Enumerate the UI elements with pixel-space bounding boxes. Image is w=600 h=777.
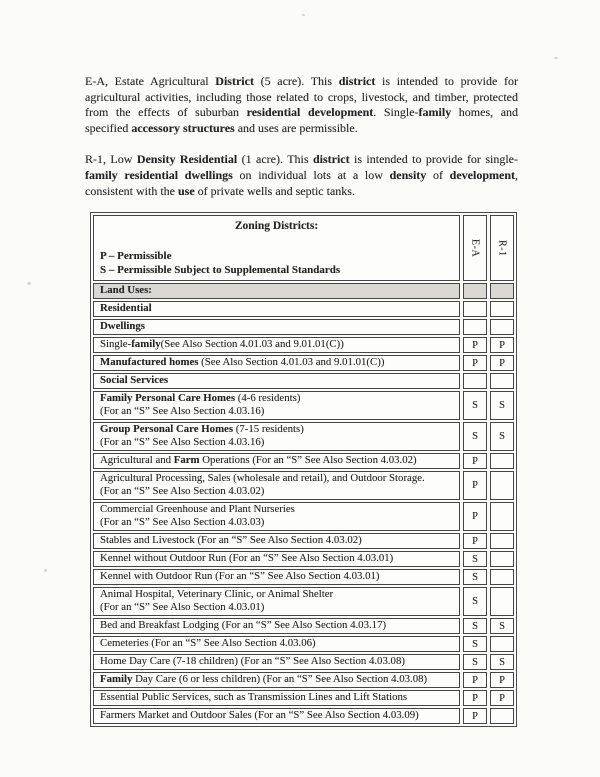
bold-text: Manufactured homes	[100, 356, 199, 368]
bold-text: Social Services	[100, 374, 169, 386]
bold-text: Farm	[173, 454, 200, 466]
table-row	[93, 654, 514, 670]
text: (4-6 residents)	[235, 392, 301, 404]
text: is intended to provide for agricultural activities, including those related to crops, livestock, and timber, protected from the effects of suburban	[85, 74, 518, 120]
text: (7-15 residents)	[233, 423, 304, 435]
bold-text: use	[178, 183, 195, 198]
r1-district-paragraph	[85, 152, 518, 199]
row-label-line	[100, 454, 453, 467]
text: (For an “S” See Also Section 4.03.02)	[100, 485, 265, 497]
text: Farmers Market and Outdoor Sales (For an “S” See Also Section 4.03.09)	[100, 709, 419, 721]
row-label-line	[100, 588, 453, 601]
row-label	[93, 422, 460, 451]
bold-text: District	[215, 74, 254, 88]
r1-value-cell	[490, 502, 514, 531]
text: Home Day Care (7-18 children) (For an “S” See Also Section 4.03.08)	[100, 655, 405, 667]
r1-value-cell: S	[490, 391, 514, 420]
text: (5 acre). This	[253, 74, 339, 88]
row-label	[93, 569, 460, 585]
scan-speck	[302, 14, 305, 16]
bold-text: family residential dwellings	[85, 167, 233, 182]
ea-value-cell: P	[463, 453, 487, 469]
row-label-line	[100, 338, 453, 351]
r1-value-cell	[490, 453, 514, 469]
text: Agricultural Processing, Sales (wholesale and retail), and Outdoor Storage.	[100, 472, 425, 484]
row-label-line	[100, 709, 453, 722]
ea-value-cell: S	[463, 587, 487, 616]
column-header-ea: E-A	[463, 215, 487, 281]
text: R-1, Low	[85, 152, 137, 167]
table-row	[93, 690, 514, 706]
text: Commercial Greenhouse and Plant Nurseries	[100, 503, 295, 515]
r1-value-cell	[490, 587, 514, 616]
text: on individual lots at a low	[232, 167, 390, 182]
table-row	[93, 502, 514, 531]
row-label-line	[100, 691, 453, 704]
table-legend	[100, 250, 453, 278]
table-row	[93, 708, 514, 724]
bold-text: density	[389, 167, 427, 182]
r1-value-cell	[490, 301, 514, 317]
ea-value-cell: P	[463, 355, 487, 371]
row-label-line	[100, 534, 453, 547]
text: Single-	[100, 338, 132, 350]
bold-text: Group Personal Care Homes	[100, 423, 234, 435]
ea-value-cell: S	[463, 391, 487, 420]
row-label	[93, 690, 460, 706]
row-label-line	[100, 516, 453, 529]
row-label-line	[100, 392, 453, 405]
text: Animal Hospital, Veterinary Clinic, or Animal Shelter	[100, 588, 334, 600]
text: Agricultural and	[100, 454, 174, 466]
text: (See Also Section 4.01.03 and 9.01.01(C))	[198, 356, 385, 368]
r1-value-cell	[490, 551, 514, 567]
table-row	[93, 587, 514, 616]
row-label	[93, 551, 460, 567]
ea-value-cell: S	[463, 569, 487, 585]
text: Kennel without Outdoor Run (For an “S” See Also Section 4.03.01)	[100, 552, 394, 564]
text: of private wells and septic tanks.	[194, 183, 355, 198]
r1-value-cell	[490, 569, 514, 585]
intro-paragraphs	[85, 74, 518, 215]
table-row	[93, 533, 514, 549]
r1-value-cell	[490, 708, 514, 724]
ea-value-cell	[463, 319, 487, 335]
table-row	[93, 301, 514, 317]
row-label-line	[100, 423, 453, 436]
text: , consistent with the	[85, 167, 518, 198]
text: (1 acre). This	[237, 152, 313, 167]
row-label	[93, 672, 460, 688]
row-label-line	[100, 472, 453, 485]
scan-speck	[27, 282, 31, 285]
bold-text: district	[312, 152, 350, 167]
zoning-districts-table	[90, 212, 517, 727]
bold-text: accessory structures	[131, 120, 235, 135]
r1-value-cell	[490, 319, 514, 335]
row-label-line	[100, 320, 453, 333]
table-row	[93, 319, 514, 335]
text: Essential Public Services, such as Transmission Lines and Lift Stations	[100, 691, 408, 703]
text: and uses are permissible.	[234, 120, 358, 135]
text: Cemeteries (For an “S” See Also Section 4.03.06)	[100, 637, 316, 649]
row-label-line	[100, 284, 453, 297]
r1-value-cell	[490, 471, 514, 500]
ea-value-cell	[463, 373, 487, 389]
row-label	[93, 391, 460, 420]
row-label-line	[100, 619, 453, 632]
row-label	[93, 373, 460, 389]
table-row	[93, 471, 514, 500]
row-label-line	[100, 601, 453, 614]
bold-text: Dwellings	[100, 320, 145, 332]
row-label	[93, 533, 460, 549]
text: of	[426, 167, 450, 182]
text: (For an “S” See Also Section 4.03.01)	[100, 601, 265, 613]
table-row	[93, 373, 514, 389]
table-row	[93, 283, 514, 299]
table-row	[93, 569, 514, 585]
row-label	[93, 453, 460, 469]
ea-value-cell: P	[463, 672, 487, 688]
row-label-line	[100, 356, 453, 369]
table-header-cell	[93, 215, 460, 281]
table-row	[93, 337, 514, 353]
row-label-line	[100, 655, 453, 668]
table-row	[93, 551, 514, 567]
bold-text: Density Residential	[136, 152, 238, 167]
row-label-line	[100, 374, 453, 387]
ea-value-cell: P	[463, 471, 487, 500]
ea-value-cell: P	[463, 708, 487, 724]
scan-speck	[44, 569, 47, 572]
row-label	[93, 337, 460, 353]
ea-value-cell: S	[463, 654, 487, 670]
table-row	[93, 391, 514, 420]
row-label-line	[100, 485, 453, 498]
row-label-line	[100, 570, 453, 583]
r1-value-cell: S	[490, 618, 514, 634]
row-label	[93, 319, 460, 335]
bold-text: district	[338, 74, 376, 88]
r1-value-cell	[490, 533, 514, 549]
row-label	[93, 618, 460, 634]
text: (For an “S” See Also Section 4.03.16)	[100, 436, 265, 448]
row-label-line	[100, 637, 453, 650]
text: (For an “S” See Also Section 4.03.03)	[100, 516, 265, 528]
ea-value-cell: S	[463, 618, 487, 634]
bold-text: Land Uses:	[100, 284, 152, 296]
r1-value-cell: P	[490, 355, 514, 371]
text: is intended to provide for single-	[349, 152, 518, 167]
r1-value-cell	[490, 283, 514, 299]
table-row	[93, 422, 514, 451]
bold-text: Family	[100, 673, 133, 685]
r1-value-cell	[490, 373, 514, 389]
text: homes, and specified	[85, 105, 519, 135]
r1-value-cell: P	[490, 690, 514, 706]
table-row	[93, 618, 514, 634]
ea-value-cell: P	[463, 533, 487, 549]
row-label-line	[100, 503, 453, 516]
row-label	[93, 301, 460, 317]
text: Stables and Livestock (For an “S” See Also Section 4.03.02)	[100, 534, 362, 546]
text: (See Also Section 4.01.03 and 9.01.01(C))	[160, 338, 344, 350]
row-label-line	[100, 302, 453, 315]
r1-value-cell: P	[490, 337, 514, 353]
table-row	[93, 636, 514, 652]
row-label	[93, 636, 460, 652]
text: Kennel with Outdoor Run (For an “S” See Also Section 4.03.01)	[100, 570, 380, 582]
row-label-line	[100, 436, 453, 449]
bold-text: Residential	[100, 302, 152, 314]
ea-value-cell: S	[463, 551, 487, 567]
row-label	[93, 708, 460, 724]
bold-text: residential development	[246, 105, 374, 120]
row-label	[93, 502, 460, 531]
ea-value-cell: P	[463, 690, 487, 706]
row-label	[93, 587, 460, 616]
column-header-r1: R-1	[490, 215, 514, 281]
scan-speck	[554, 57, 558, 59]
text: Day Care (6 or less children) (For an “S” See Also Section 4.03.08)	[132, 673, 428, 685]
row-label	[93, 355, 460, 371]
ea-value-cell: P	[463, 337, 487, 353]
table-header-row	[93, 215, 514, 281]
table-row	[93, 672, 514, 688]
text: . Single-	[373, 105, 419, 120]
ea-value-cell	[463, 283, 487, 299]
r1-value-cell: S	[490, 654, 514, 670]
bold-text: family	[418, 105, 452, 120]
ea-value-cell: S	[463, 636, 487, 652]
bold-text: development	[449, 167, 515, 182]
ea-district-paragraph	[85, 74, 518, 136]
row-label	[93, 471, 460, 500]
row-label-line	[100, 673, 453, 686]
row-label	[93, 283, 460, 299]
r1-value-cell: S	[490, 422, 514, 451]
text: Operations (For an “S” See Also Section 4.03.02)	[199, 454, 417, 466]
ea-value-cell	[463, 301, 487, 317]
ea-value-cell: S	[463, 422, 487, 451]
row-label-line	[100, 405, 453, 418]
table-title: Zoning Districts:	[234, 220, 319, 232]
legend-permissible: P – Permissible	[100, 250, 172, 263]
row-label-line	[100, 552, 453, 565]
table-body	[93, 283, 514, 724]
ea-value-cell: P	[463, 502, 487, 531]
legend-supplemental: S – Permissible Subject to Supplemental Standards	[100, 264, 341, 277]
table-row	[93, 355, 514, 371]
r1-value-cell: P	[490, 672, 514, 688]
text: Bed and Breakfast Lodging (For an “S” See Also Section 4.03.17)	[100, 619, 387, 631]
bold-text: family	[131, 338, 161, 350]
text: (For an “S” See Also Section 4.03.16)	[100, 405, 265, 417]
bold-text: Family Personal Care Homes	[100, 392, 236, 404]
text: E-A, Estate Agricultural	[85, 74, 216, 88]
row-label	[93, 654, 460, 670]
r1-value-cell	[490, 636, 514, 652]
table-row	[93, 453, 514, 469]
